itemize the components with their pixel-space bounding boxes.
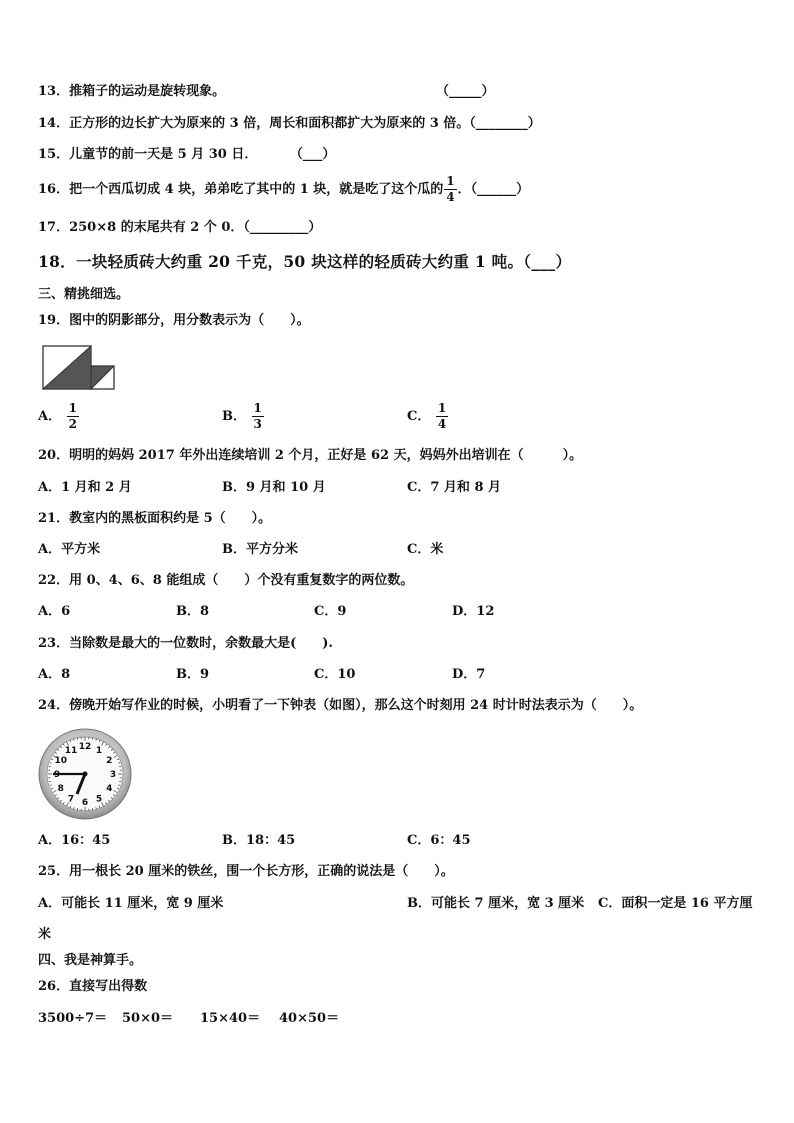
clock-number-1: 1 <box>95 746 103 756</box>
clock-number-10: 10 <box>54 756 68 767</box>
question-15: 15．儿童节的前一天是 5 月 30 日． （___） <box>38 147 336 162</box>
option-22-c[interactable]: C．9 <box>314 604 347 619</box>
calc-item-1[interactable]: 3500÷7＝ <box>38 1011 108 1026</box>
clock-number-12: 12 <box>78 742 92 753</box>
clock-number-4: 4 <box>106 784 113 795</box>
calc-item-4[interactable]: 40×50＝ <box>279 1011 340 1026</box>
clock-number-9: 9 <box>53 770 61 781</box>
option-21-c[interactable]: C．米 <box>407 542 444 557</box>
answer-blank-13[interactable]: （_____） <box>436 84 495 99</box>
answer-blank-15[interactable]: （___） <box>289 147 336 162</box>
option-25-c-wrap: 米 <box>38 927 52 942</box>
option-25-a[interactable]: A．可能长 11 厘米，宽 9 厘米 <box>38 896 224 911</box>
option-20-c[interactable]: C．7 月和 8 月 <box>407 480 502 495</box>
question-21: 21．教室内的黑板面积约是 5（ ）。 <box>38 511 272 526</box>
clock-number-7: 7 <box>67 794 75 805</box>
question-20: 20．明明的妈妈 2017 年外出连续培训 2 个月，正好是 62 天，妈妈外出培训在（ ）。 <box>38 448 583 463</box>
question-23: 23．当除数是最大的一位数时，余数最大是( ). <box>38 636 333 651</box>
clock-illustration <box>37 727 133 821</box>
answer-blank-14[interactable]: （________） <box>469 116 541 131</box>
option-24-b[interactable]: B．18：45 <box>222 833 296 848</box>
clock-number-11: 11 <box>64 746 78 756</box>
question-17: 17．250×8 的末尾共有 2 个 0．（_________） <box>38 220 322 235</box>
option-25-b[interactable]: B．可能长 7 厘米，宽 3 厘米 <box>407 896 585 911</box>
clock-center-pin <box>83 772 88 777</box>
question-16: 16．把一个西瓜切成 4 块，弟弟吃了其中的 1 块，就是吃了这个瓜的 $\frac{1}{4}$ ．（______） <box>38 174 530 204</box>
clock-number-5: 5 <box>95 794 103 805</box>
option-23-a[interactable]: A．8 <box>38 667 71 682</box>
clock-number-8: 8 <box>57 784 64 795</box>
option-24-c[interactable]: C．6：45 <box>407 833 471 848</box>
calc-item-2[interactable]: 50×0＝ <box>122 1011 174 1026</box>
option-25-c[interactable]: C．面积一定是 16 平方厘 <box>598 896 753 911</box>
question-13: 13．推箱子的运动是旋转现象。 <box>38 84 226 99</box>
option-19-b[interactable]: B． $\frac{1}{3}$ <box>222 401 262 431</box>
option-20-b[interactable]: B．9 月和 10 月 <box>222 480 326 495</box>
option-23-d[interactable]: D．7 <box>452 667 486 682</box>
question-18: 18．一块轻质砖大约重 20 千克，50 块这样的轻质砖大约重 1 吨。（___） <box>38 252 572 271</box>
option-23-b[interactable]: B．9 <box>176 667 210 682</box>
question-24: 24．傍晚开始写作业的时候，小明看了一下钟表（如图），那么这个时刻用 24 时计时法表示为（ ）。 <box>38 698 643 713</box>
clock-number-2: 2 <box>106 756 113 767</box>
fraction-one-quarter: $\frac{1}{4}$ <box>446 174 455 204</box>
option-20-a[interactable]: A．1 月和 2 月 <box>38 480 132 495</box>
option-21-b[interactable]: B．平方分米 <box>222 542 298 557</box>
option-19-c[interactable]: C． $\frac{1}{4}$ <box>407 401 447 431</box>
question-14: 14．正方形的边长扩大为原来的 3 倍，周长和面积都扩大为原来的 3 倍。（________） <box>38 116 541 131</box>
option-21-a[interactable]: A．平方米 <box>38 542 101 557</box>
option-24-a[interactable]: A．16：45 <box>38 833 111 848</box>
calc-item-3[interactable]: 15×40＝ <box>200 1011 261 1026</box>
question-25: 25．用一根长 20 厘米的铁丝，围一个长方形，正确的说法是（ ）。 <box>38 864 454 879</box>
section-heading-4: 四、我是神算手。 <box>38 953 143 968</box>
shaded-shape-figure <box>42 345 117 391</box>
clock-number-6: 6 <box>81 798 89 809</box>
option-22-d[interactable]: D．12 <box>452 604 495 619</box>
question-19: 19．图中的阴影部分，用分数表示为（ ）。 <box>38 313 310 328</box>
option-22-a[interactable]: A．6 <box>38 604 71 619</box>
option-19-a[interactable]: A． $\frac{1}{2}$ <box>38 401 77 431</box>
section-heading-3: 三、精挑细选。 <box>38 287 130 302</box>
clock-number-3: 3 <box>109 770 117 781</box>
answer-blank-16[interactable]: ．（______） <box>457 182 530 197</box>
option-22-b[interactable]: B．8 <box>176 604 210 619</box>
option-23-c[interactable]: C．10 <box>314 667 356 682</box>
question-22: 22．用 0、4、6、8 能组成（ ）个没有重复数字的两位数。 <box>38 573 414 588</box>
question-26: 26．直接写出得数 <box>38 979 148 994</box>
